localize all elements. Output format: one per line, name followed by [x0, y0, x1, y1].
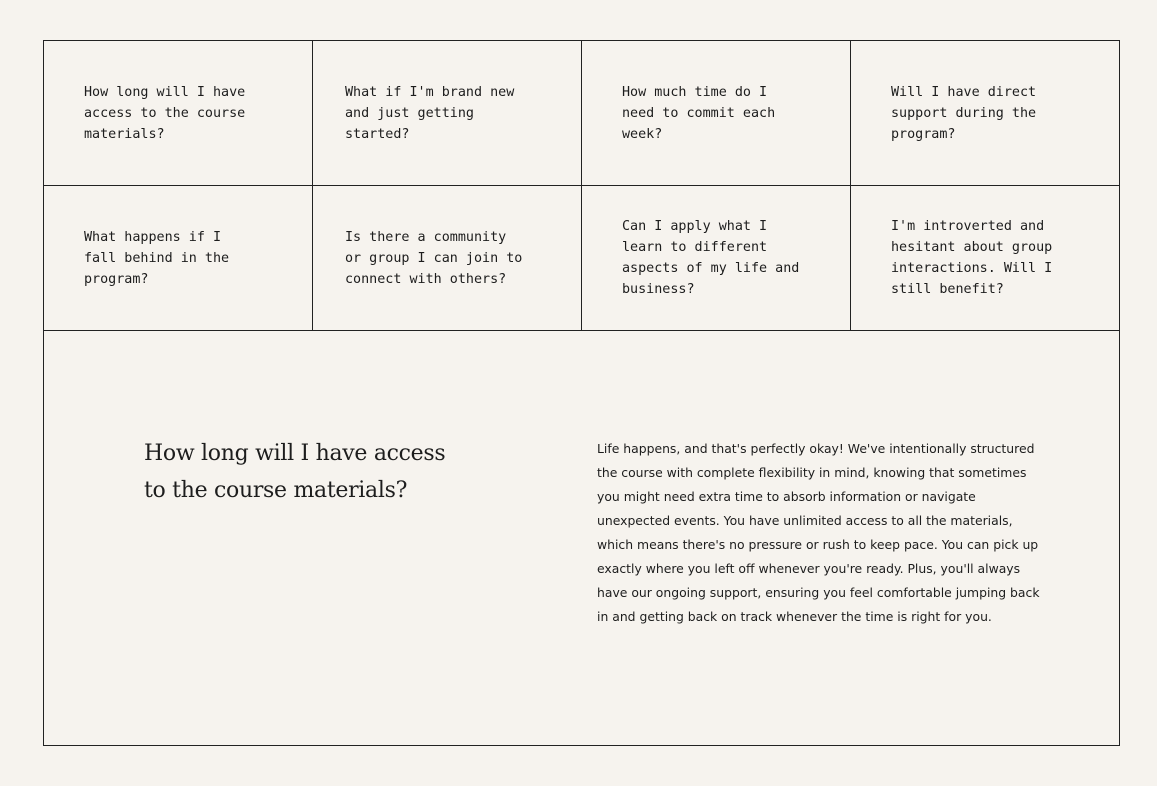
faq-question-label: Is there a community or group I can join to connect with others? [345, 229, 523, 287]
faq-question-grid [44, 41, 1119, 331]
faq-question-fall-behind[interactable] [44, 186, 313, 331]
faq-question-label: How long will I have access to the course materials? [84, 84, 246, 142]
faq-question-label: Will I have direct support during the program? [891, 84, 1037, 142]
faq-question-label: How much time do I need to commit each week? [622, 84, 776, 142]
faq-question-label: What if I'm brand new and just getting started? [345, 84, 515, 142]
faq-panel [43, 40, 1120, 746]
faq-answer-panel [44, 331, 1119, 745]
faq-answer-title: How long will I have access to the course materials? [144, 441, 446, 503]
faq-question-label: What happens if I fall behind in the program? [84, 229, 230, 287]
faq-question-access[interactable] [44, 41, 313, 186]
faq-question-introverted[interactable] [851, 186, 1119, 331]
faq-question-apply-learning[interactable] [582, 186, 851, 331]
faq-question-time-commitment[interactable] [582, 41, 851, 186]
faq-question-label: Can I apply what I learn to different aspects of my life and business? [622, 219, 800, 297]
faq-question-community[interactable] [313, 186, 582, 331]
faq-question-direct-support[interactable] [851, 41, 1119, 186]
faq-question-brand-new[interactable] [313, 41, 582, 186]
faq-question-label: I'm introverted and hesitant about group interactions. Will I still benefit? [891, 219, 1053, 297]
faq-answer-text: Life happens, and that's perfectly okay! We've intentionally structured the course with complete flexibility in mind, knowing that sometimes you might need extra time to absorb information or navigate unexpected events. You have unlimited access to all the materials, which means there's no pressure or rush to keep pace. You can pick up exactly where you left off whenever you're ready. Plus, you'll always have our ongoing support, ensuring you feel comfortable jumping back in and getting back on track whenever the time is right for you. [597, 441, 1040, 624]
